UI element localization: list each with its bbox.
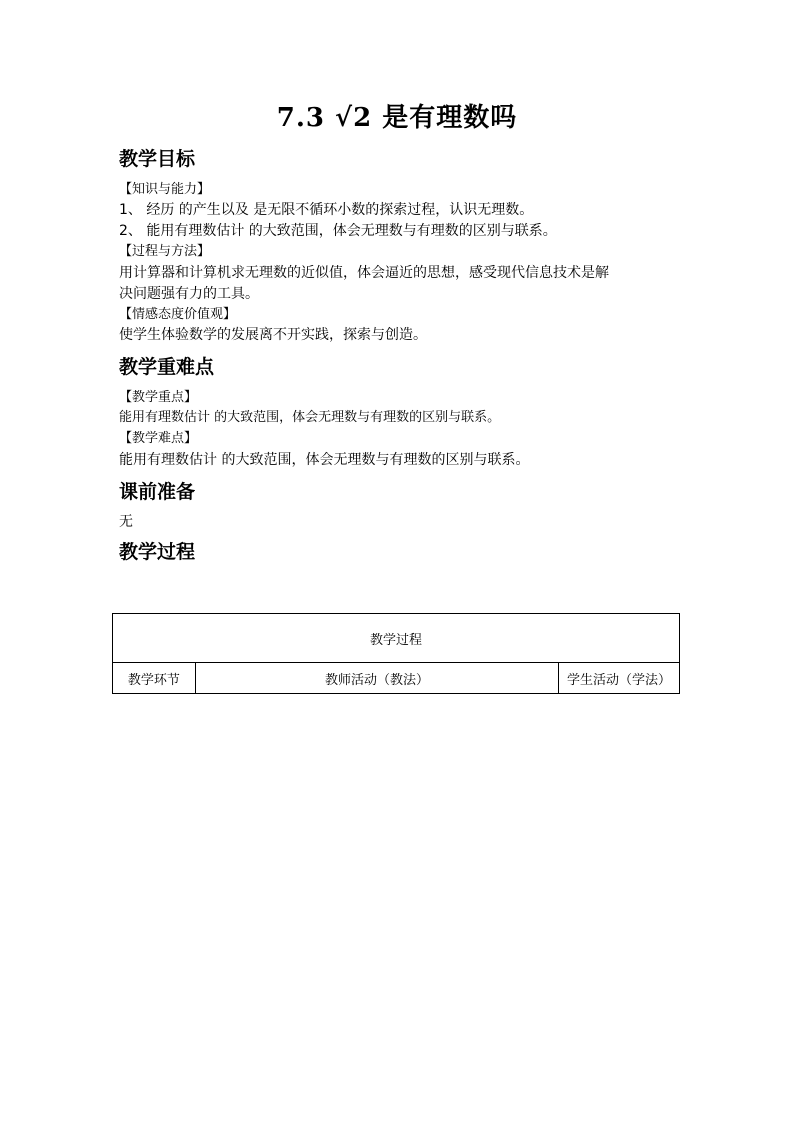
emotion-label: 【情感态度价值观】 bbox=[119, 307, 237, 322]
knowledge-line-2: 2、 能用有理数估计 的大致范围，体会无理数与有理数的区别与联系。 bbox=[119, 223, 557, 239]
process-table bbox=[112, 613, 680, 694]
table-title-row bbox=[113, 614, 680, 663]
table-header-stage: 教学环节 bbox=[113, 663, 196, 694]
process-label: 【过程与方法】 bbox=[119, 244, 211, 259]
table-title-cell: 教学过程 bbox=[113, 614, 680, 663]
table-header-teacher: 教师活动（教法） bbox=[195, 663, 558, 694]
knowledge-line-1: 1、 经历 的产生以及 是无限不循环小数的探索过程，认识无理数。 bbox=[119, 202, 534, 218]
heading-key-points: 教学重难点 bbox=[119, 356, 215, 378]
difficult-line-1: 能用有理数估计 的大致范围，体会无理数与有理数的区别与联系。 bbox=[119, 452, 530, 468]
knowledge-label: 【知识与能力】 bbox=[119, 182, 211, 197]
process-line-2: 决问题强有力的工具。 bbox=[119, 286, 259, 302]
difficult-label: 【教学难点】 bbox=[119, 431, 198, 446]
process-line-1: 用计算器和计算机求无理数的近似值，体会逼近的思想，感受现代信息技术是解 bbox=[119, 265, 609, 281]
heading-preparation: 课前准备 bbox=[119, 481, 196, 503]
emotion-line-1: 使学生体验数学的发展离不开实践，探索与创造。 bbox=[119, 327, 427, 343]
key-label: 【教学重点】 bbox=[119, 390, 198, 405]
key-line-1: 能用有理数估计 的大致范围，体会无理数与有理数的区别与联系。 bbox=[119, 410, 501, 425]
preparation-text: 无 bbox=[119, 514, 133, 530]
table-header-row bbox=[113, 663, 680, 694]
heading-process: 教学过程 bbox=[119, 541, 196, 563]
page-title: 7.3 √2 是有理数吗 bbox=[276, 103, 518, 133]
heading-objectives: 教学目标 bbox=[119, 148, 196, 170]
table-header-student: 学生活动（学法） bbox=[559, 663, 680, 694]
